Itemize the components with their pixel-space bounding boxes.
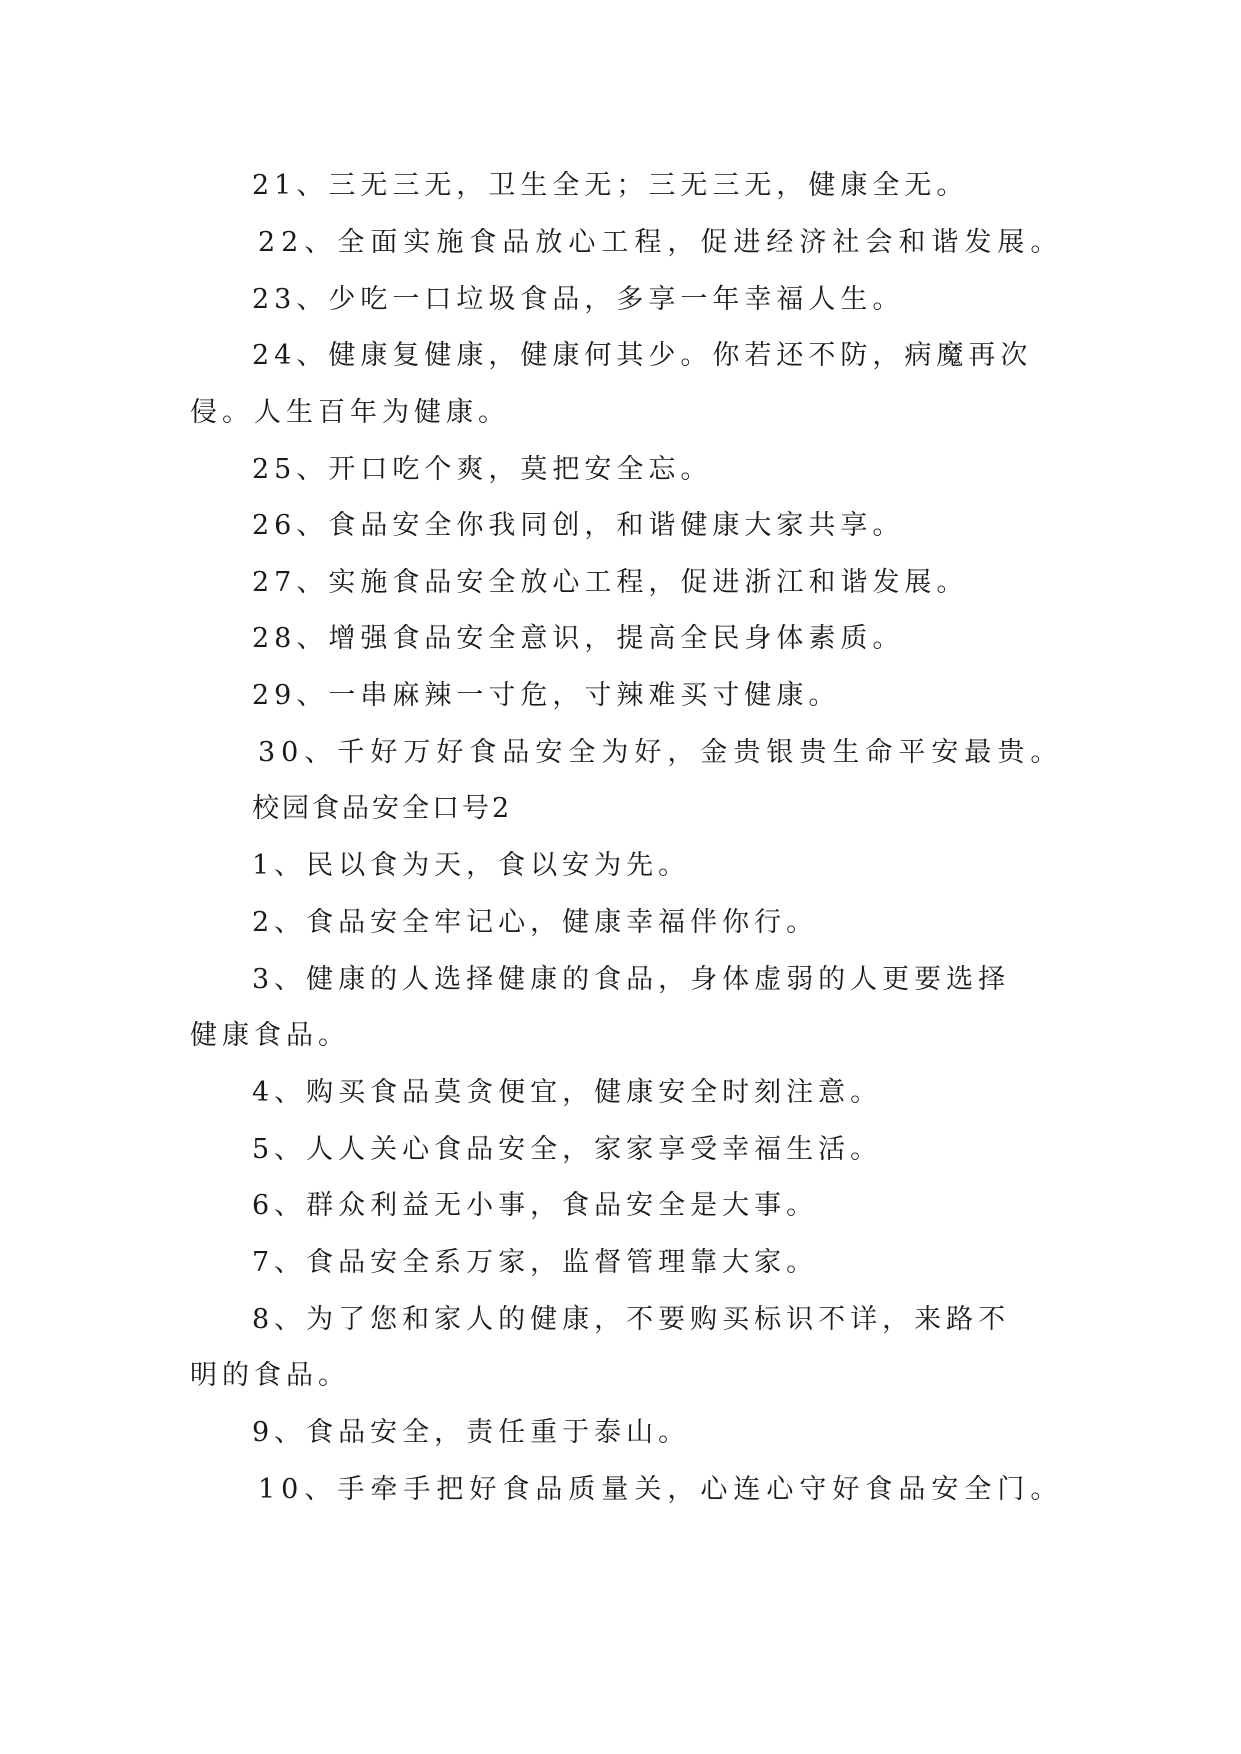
slogan-30: 30、千好万好食品安全为好，金贵银贵生命平安最贵。	[258, 737, 1064, 768]
slogan-29: 29、一串麻辣一寸危，寸辣难买寸健康。	[252, 680, 841, 711]
slogan-7: 7、食品安全系万家，监督管理靠大家。	[252, 1247, 819, 1278]
slogan-24-line-1: 24、健康复健康，健康何其少。你若还不防，病魔再次	[252, 340, 1033, 371]
slogan-5: 5、人人关心食品安全，家家享受幸福生活。	[252, 1134, 883, 1165]
slogan-28: 28、增强食品安全意识，提高全民身体素质。	[252, 623, 905, 654]
slogan-3-line-1: 3、健康的人选择健康的食品，身体虚弱的人更要选择	[252, 964, 1011, 995]
slogan-3-line-2: 健康食品。	[190, 1020, 350, 1051]
slogan-9: 9、食品安全，责任重于泰山。	[252, 1417, 691, 1448]
slogan-8-line-1: 8、为了您和家人的健康，不要购买标识不详，来路不	[252, 1304, 1011, 1335]
slogan-10: 10、手牵手把好食品质量关，心连心守好食品安全门。	[258, 1474, 1064, 1505]
slogan-23: 23、少吃一口垃圾食品，多享一年幸福人生。	[252, 284, 905, 315]
slogan-27: 27、实施食品安全放心工程，促进浙江和谐发展。	[252, 567, 969, 598]
slogan-24-line-2: 侵。人生百年为健康。	[190, 397, 510, 428]
slogan-2: 2、食品安全牢记心，健康幸福伴你行。	[252, 907, 819, 938]
section-heading: 校园食品安全口号2	[252, 793, 513, 824]
slogan-6: 6、群众利益无小事，食品安全是大事。	[252, 1190, 819, 1221]
slogan-25: 25、开口吃个爽，莫把安全忘。	[252, 454, 713, 485]
slogan-22: 22、全面实施食品放心工程，促进经济社会和谐发展。	[258, 227, 1064, 258]
slogan-4: 4、购买食品莫贪便宜，健康安全时刻注意。	[252, 1077, 883, 1108]
slogan-21: 21、三无三无，卫生全无；三无三无，健康全无。	[252, 170, 969, 201]
slogan-1: 1、民以食为天，食以安为先。	[252, 850, 691, 881]
slogan-26: 26、食品安全你我同创，和谐健康大家共享。	[252, 510, 905, 541]
slogan-8-line-2: 明的食品。	[190, 1360, 350, 1391]
